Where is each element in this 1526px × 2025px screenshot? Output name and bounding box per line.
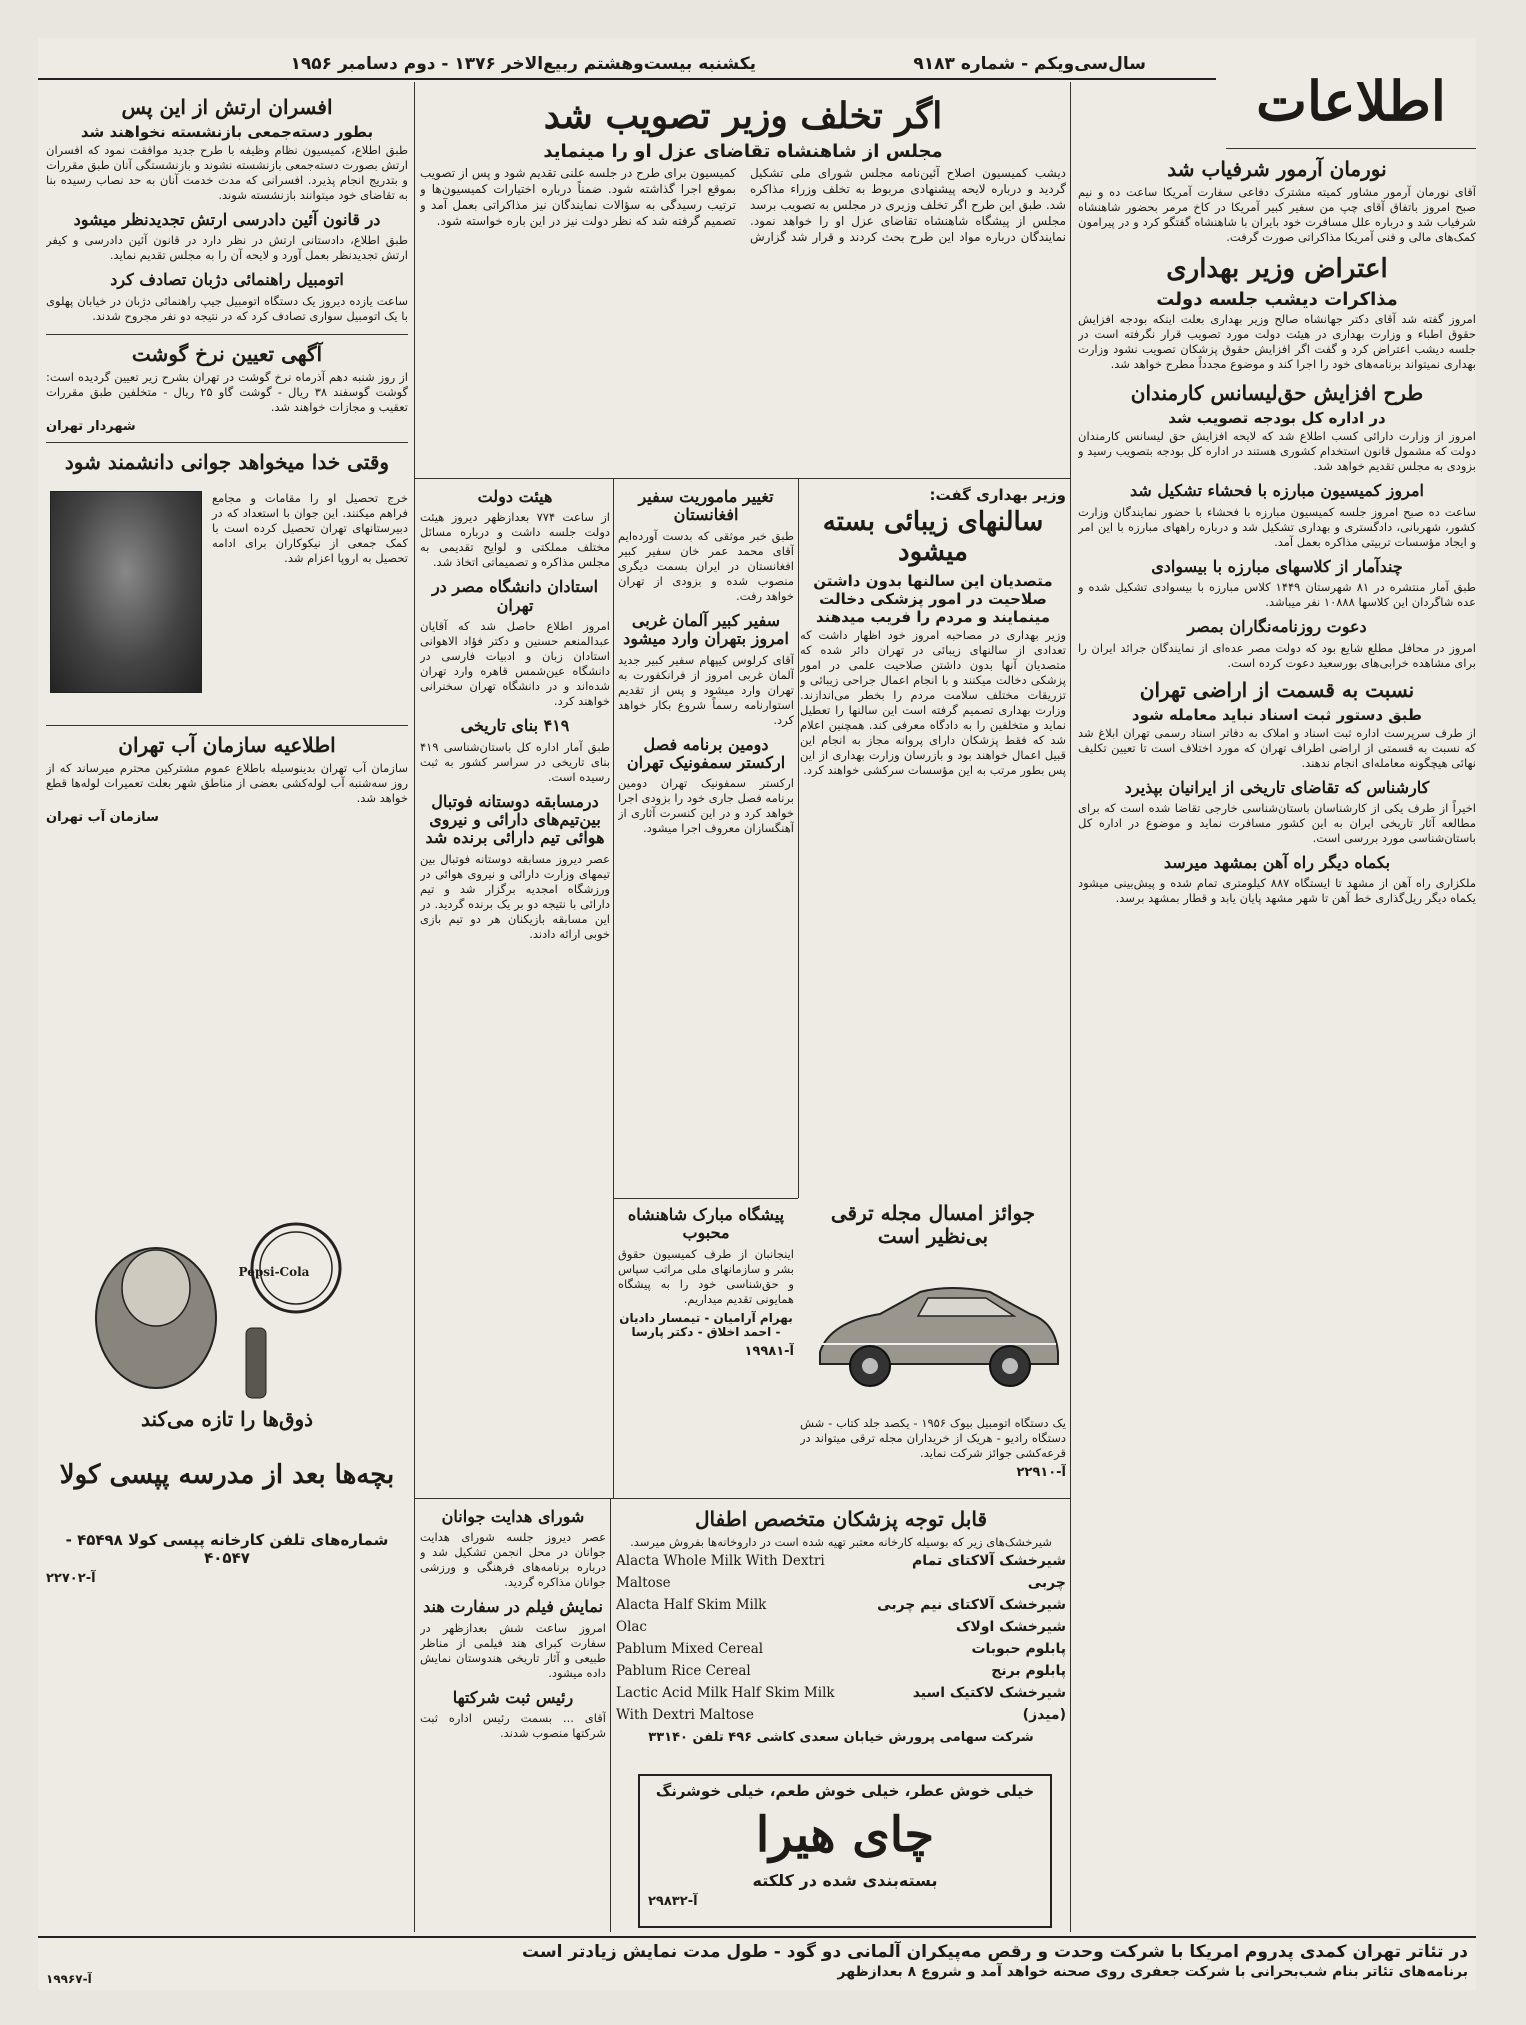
product-en: Olac bbox=[616, 1619, 647, 1635]
article-body: امروز در محافل مطلع شایع بود که دولت مصر عده‌ای از نمایندگان جرائد ایران را برای مشاهده خرابی‌های بورسعید دعوت کرده است. bbox=[1078, 640, 1476, 670]
article-headline: استادان دانشگاه مصر در تهران bbox=[431, 577, 599, 615]
water-notice-sign: سازمان آب تهران bbox=[46, 809, 159, 825]
article-body: آقای ... بسمت رئیس اداره ثبت شرکتها منصوب شدند. bbox=[420, 1711, 606, 1741]
column-mid-narrow bbox=[618, 484, 794, 1198]
product-en: With Dextri Maltose bbox=[616, 1707, 754, 1723]
article-body: امروز ساعت شش بعدازظهر در سفارت کبرای هند فیلمی از مناظر طبیعی و آثار تاریخی هندوستان نمایش داده میشود. bbox=[420, 1620, 606, 1680]
royal-notice bbox=[618, 1202, 794, 1498]
article-headline: دومین برنامه فصل ارکستر سمفونیک تهران bbox=[626, 734, 786, 772]
pediatric-ad-list-fa bbox=[876, 1550, 1066, 1726]
article-headline: طرح افزایش حق‌لیسانس کارمندان bbox=[1130, 381, 1424, 406]
product-en: Lactic Acid Milk Half Skim Milk bbox=[616, 1685, 835, 1701]
product-fa: شیرخشک لاکتیک اسید (میدز) bbox=[912, 1685, 1066, 1723]
product-en: Pablum Mixed Cereal bbox=[616, 1641, 764, 1657]
scholar-body: خرج تحصیل او را مقامات و مجامع فراهم میکنند. این جوان با استعداد که در دبیرستانهای تهران تحصیل کرده است با کمک جمعی از نیکوکاران برای ادامه تحصیل به اروپا اعزام شد. bbox=[212, 490, 408, 565]
article-body: طبق اطلاع، دادستانی ارتش در نظر دارد در قانون آئین دادرسی و کیفر ارتش تجدیدنظر بعمل آورد و لایحه آن را به مجلس تقدیم نماید. bbox=[46, 233, 408, 263]
water-notice-headline: اطلاعیه سازمان آب تهران bbox=[118, 732, 336, 757]
footer-strip bbox=[38, 1936, 1476, 1990]
pepsi-text: بچه‌ها بعد از مدرسه پپسی کولا bbox=[59, 1459, 395, 1490]
article-headline: هیئت دولت bbox=[477, 487, 553, 506]
pepsi-illustration bbox=[46, 1208, 408, 1408]
article-headline: اتومبیل راهنمائی دژبان تصادف کرد bbox=[110, 270, 344, 290]
lead-article bbox=[420, 92, 1066, 478]
pediatric-ad-intro: شیرخشک‌های زیر که بوسیله کارخانه معتبر تهیه شده است در داروخانه‌ها بفروش میرسد. bbox=[630, 1535, 1052, 1549]
section-rule bbox=[613, 1198, 798, 1199]
pepsi-phones: شماره‌های تلفن کارخانه پپسی کولا ۴۵۴۹۸ - ۴۰۵۴۷ bbox=[65, 1530, 389, 1567]
pediatric-ad-lists bbox=[616, 1550, 1066, 1726]
article-body: از طرف سرپرست اداره ثبت اسناد و املاک به دفاتر اسناد رسمی تهران ابلاغ شد که نسبت به قسمتی از اراضی اطراف تهران که مورد اختلاف است تا تعیین تکلیف نهائی هیچگونه معامله‌ای انجام ندهند. bbox=[1078, 725, 1476, 770]
car-illustration bbox=[800, 1252, 1066, 1412]
product-fa: شیرخشک آلاکتای نیم چربی bbox=[877, 1597, 1066, 1613]
article-body: عصر دیروز جلسه شورای هدایت جوانان در محل انجمن تشکیل شد و درباره برنامه‌های فرهنگی و ورزشی جوانان مذاکره گردید. bbox=[420, 1530, 606, 1590]
article-body: طبق خبر موثقی که بدست آورده‌ایم آقای محمد عمر خان سفیر کبیر افغانستان در ایران بسمت دیگری منصوب شده و بزودی از تهران خواهد رفت. bbox=[618, 528, 794, 603]
tea-ad bbox=[638, 1774, 1052, 1928]
article-headline: کارشناس که تقاضای تاریخی از ایرانیان بپذیرد bbox=[1124, 777, 1430, 797]
issue-number: سال‌سی‌ویکم - شماره ۹۱۸۳ bbox=[913, 54, 1146, 74]
pediatric-ad-headline: قابل توجه پزشکان متخصص اطفال bbox=[694, 1507, 988, 1531]
column-right bbox=[1078, 154, 1476, 1934]
article-subheadline: مذاکرات دیشب جلسه دولت bbox=[1156, 288, 1398, 310]
column-rule bbox=[414, 82, 415, 1932]
pepsi-ad bbox=[46, 1208, 408, 1932]
article-headline: نمایش فیلم در سفارت هند bbox=[423, 1597, 603, 1617]
magazine-ad bbox=[800, 1198, 1066, 1498]
column-rule bbox=[1070, 82, 1071, 1932]
pepsi-slogan: ذوق‌ها را تازه می‌کند bbox=[140, 1406, 314, 1431]
product-fa: شیرخشک آلاکتای تمام چربی bbox=[912, 1553, 1066, 1591]
article-body: طبق آمار اداره کل باستان‌شناسی ۴۱۹ بنای تاریخی در سراسر کشور به ثبت رسیده است. bbox=[420, 739, 610, 784]
article-body: آقای نورمان آرمور مشاور کمیته مشترک دفاعی سفارت آمریکا ساعت ده و نیم صبح امروز باتفاق آقای چپ من سفیر کبیر آمریکا در کاخ مرمر بحضور شاهنشاه شرفیاب شد و درباره علل مسافرت خود بایران با شاهنشاه گفتگو کرد و در پیرامون کمک‌های مالی و فنی آمریکا مذاکراتی صورت گرفت. bbox=[1078, 185, 1476, 244]
article-body: امروز از وزارت دارائی کسب اطلاع شد که لایحه افزایش حق لیسانس کارمندان دولت که مشمول قانون استخدام کشوری هستند در اداره کل بودجه بتصویب رسید و بزودی به مجلس تقدیم خواهد شد. bbox=[1078, 429, 1476, 474]
article-body: اخیراً از طرف یکی از کارشناسان باستان‌شناسی خارجی تقاضا شده است که برای مطالعه آثار تاریخی ایران به این کشور مسافرت نماید و موضوع در اداره کل باستان‌شناسی مورد بررسی است. bbox=[1078, 801, 1476, 846]
article-body: ساعت یازده دیروز یک دستگاه اتومبیل جیپ راهنمائی دژبان در خیابان پهلوی با یک اتومبیل سواری تصادف کرد که در نتیجه دو نفر مجروح شدند. bbox=[46, 293, 408, 323]
article-headline: شورای هدایت جوانان bbox=[441, 1507, 585, 1526]
article-headline: امروز کمیسیون مبارزه با فحشاء تشکیل شد bbox=[1130, 481, 1424, 501]
article-headline: رئیس ثبت شرکتها bbox=[452, 1687, 574, 1707]
water-notice bbox=[46, 725, 408, 825]
footer-line-2: برنامه‌های تئاتر بنام شب‌بحرانی با شرکت جعفری روی صحنه خواهد آمد و شروع ۸ بعدازظهر bbox=[837, 1964, 1468, 1980]
royal-notice-body: اینجانبان از طرف کمیسیون حقوق بشر و سازمانهای ملی مراتب سپاس و حق‌شناسی خود را به پیشگاه همایونی تقدیم میداریم. bbox=[618, 1246, 794, 1306]
ad-code: آ-۲۲۹۱۰ bbox=[1016, 1465, 1066, 1480]
tea-ad-subtitle: بسته‌بندی شده در کلکته bbox=[752, 1871, 938, 1891]
column-left bbox=[46, 92, 408, 1192]
article-body: طبق آمار منتشره در ۸۱ شهرستان ۱۴۴۹ کلاس مبارزه با بیسوادی تشکیل شده و عده شاگردان این کلاسها ۱۰۸۸۸ نفر میباشد. bbox=[1078, 580, 1476, 610]
column-center bbox=[420, 484, 610, 1498]
water-notice-body: سازمان آب تهران بدینوسیله باطلاع عموم مشترکین محترم میرساند که از روز سه‌شنبه آب لوله‌کشی بعضی از مناطق شهر بعلت تعمیرات لوله‌ها قطع خواهد شد. bbox=[46, 760, 408, 805]
article-subheadline: در اداره کل بودجه تصویب شد bbox=[1168, 409, 1386, 428]
health-kicker: وزیر بهداری گفت: bbox=[929, 486, 1066, 504]
newspaper-page bbox=[38, 38, 1476, 1990]
article-headline: نسبت به قسمت از اراضی تهران bbox=[1139, 677, 1415, 702]
royal-notice-names: بهرام آرامیان - تیمسار دادیان - احمد اخلاق - دکتر پارسا bbox=[619, 1310, 793, 1340]
article-headline: افسران ارتش از این پس bbox=[121, 95, 333, 119]
article-body: آقای کرلوس کیپهام سفیر کبیر جدید آلمان غربی امروز از فرانکفورت به تهران وارد میشود و پس از تقدیم استوارنامه رسماً شروع بکار خواهد کرد. bbox=[618, 652, 794, 727]
student-photo bbox=[50, 491, 202, 693]
article-body: امروز گفته شد آقای دکتر جهانشاه صالح وزیر بهداری بعلت اینکه بودجه افزایش حقوق اطباء و وزارت بهداری در هیئت دولت مورد تصویب قرار نگرفته است در جلسه دیشب اعتراض کرد و گفت اگر افزایش حقوق پزشکان تصویب نشود وزارت بهداری نمیتواند برنامه‌های خود را اجرا کند و موضوع مجدداً مطرح خواهد شد. bbox=[1078, 312, 1476, 372]
article-body: عصر دیروز مسابقه دوستانه فوتبال بین تیمهای وزارت دارائی و نیروی هوائی در ورزشگاه امجدیه برگزار شد و تیم دارائی با نتیجه دو بر یک برنده گردید. در این مسابقه بازیکنان هر دو تیم بازی خوبی ارائه دادند. bbox=[420, 851, 610, 941]
product-fa: پابلوم برنج bbox=[991, 1663, 1066, 1679]
scholar-headline: وقتی خدا میخواهد جوانی دانشمند شود bbox=[64, 449, 390, 474]
column-rule bbox=[798, 478, 799, 1198]
pediatric-ad-list-en bbox=[616, 1550, 871, 1726]
footer-sign: آ-۱۹۹۶۷ bbox=[46, 1972, 92, 1986]
article-headline: تغییر ماموریت سفیر افغانستان bbox=[638, 487, 774, 525]
meat-notice-body: از روز شنبه دهم آذرماه نرخ گوشت در تهران بشرح زیر تعیین گردیده است: گوشت گوسفند ۳۸ ریال - گوشت گاو ۲۵ ریال - متخلفین طبق مقررات تعقیب و مجازات خواهند شد. bbox=[46, 369, 408, 414]
tea-ad-brand: چای هیرا bbox=[755, 1807, 935, 1863]
magazine-ad-caption: یک دستگاه اتومبیل بیوک ۱۹۵۶ - یکصد جلد کتاب - شش دستگاه رادیو - هریک از خریداران مجله ترقی میتواند در قرعه‌کشی جوائز شرکت نماید. bbox=[800, 1416, 1066, 1460]
meat-notice-sign: شهردار تهران bbox=[46, 418, 136, 434]
pepsi-logo-text: Pepsi-Cola bbox=[238, 1265, 310, 1279]
section-rule bbox=[414, 478, 1070, 479]
article-subheadline: بطور دسته‌جمعی بازنشسته نخواهند شد bbox=[80, 123, 374, 141]
column-lower-center bbox=[420, 1504, 606, 1924]
tea-ad-slogan: خیلی خوش عطر، خیلی خوش طعم، خیلی خوشرنگ bbox=[655, 1782, 1035, 1800]
health-headline: سالنهای زیبائی بسته میشود bbox=[822, 507, 1044, 567]
health-subheadline: متصدیان این سالنها بدون داشتن صلاحیت در امور پزشکی دخالت مینمایند و مردم را فریب میدهند bbox=[813, 571, 1053, 626]
health-body: وزیر بهداری در مصاحبه امروز خود اظهار داشت که تعدادی از سالنهای زیبائی در تهران دائر شده که متصدیان آنها بدون داشتن صلاحیت علمی در امور پزشکی دخالت میکنند و با انجام اعمال جراحی زیبائی و تزریقات مختلف سلامت مردم را بخطر می‌اندازند. وزارت بهداری تصمیم گرفته است این سالنها را تعطیل نماید و متخلفین را به دادگاه معرفی کند. همچنین اعلام شد که فقط پزشکان دارای پروانه مجاز به انجام این قبیل اعمال خواهند بود و بازرسان وزارت بهداری از این پس بطور مرتب به این مؤسسات سرکشی خواهند کرد. bbox=[800, 627, 1066, 777]
header-rule bbox=[38, 78, 1216, 80]
product-en: Pablum Rice Cereal bbox=[616, 1663, 751, 1679]
footer-line-1: در تئاتر تهران کمدی پدروم امریکا با شرکت وحدت و رقص مه‌پیکران آلمانی دو گود - طول مدت نمایش زیادتر است bbox=[521, 1942, 1468, 1962]
section-rule bbox=[414, 1498, 1070, 1499]
ad-code: آ-۲۲۷۰۲ bbox=[46, 1570, 96, 1586]
article-headline: بکماه دیگر راه آهن بمشهد میرسد bbox=[1163, 853, 1391, 873]
ad-code: آ-۱۹۹۸۱ bbox=[744, 1343, 794, 1359]
article-body: از ساعت ۷۷۴ بعدازظهر دیروز هیئت دولت جلسه داشت و درباره مسائل مختلف مملکتی و لوایح تقدیمی به مجلس مذاکره و تصمیماتی اتخاذ شد. bbox=[420, 510, 610, 570]
product-en: Alacta Half Skim Milk bbox=[616, 1597, 767, 1613]
article-body: طبق اطلاع، کمیسیون نظام وظیفه با طرح جدید موافقت نمود که افسران ارتش بصورت دسته‌جمعی بازنشسته نشوند و بازنشستگی آنان طبق مقررات و بتدریج انجام پذیرد. افسرانی که مدت خدمت آنان به حد نصاب رسیده بنا به تقاضای خود میتوانند بازنشسته شوند. bbox=[46, 143, 408, 202]
column-rule bbox=[613, 478, 614, 1498]
scholar-article bbox=[46, 442, 408, 717]
article-headline: اعتراض وزیر بهداری bbox=[1166, 254, 1388, 284]
lead-body: دیشب کمیسیون اصلاح آئین‌نامه مجلس شورای ملی تشکیل گردید و درباره لایحه پیشنهادی مربوط به تخلف وزراء مذاکره شد. طبق این طرح اگر تخلف وزیری در مجلس به تصویب برسد مجلس از پیشگاه شاهنشاه تقاضای عزل او را خواهد نمود. نمایندگان درباره مواد این طرح بحث کردند و قرار شد گزارش کمیسیون برای طرح در جلسه علنی تقدیم شود و پس از تصویب بموقع اجرا گذاشته شود. ضمناً درباره اختیارات کمیسیون‌ها و ترتیب رسیدگی به سؤالات نمایندگان نیز مذاکراتی بعمل آمد و تصمیم گرفته شد که نظر دولت نیز در این باره خواسته شود. bbox=[420, 165, 1066, 244]
article-headline: درمسابقه دوستانه فوتبال بین‌تیم‌های دارائی و نیروی هوائی تیم دارائی برنده شد bbox=[425, 791, 605, 848]
product-fa: شیرخشک اولاک bbox=[956, 1619, 1066, 1635]
article-headline: چندآمار از کلاسهای مبارزه با بیسوادی bbox=[1151, 556, 1403, 576]
meat-notice-headline: آگهی تعیین نرخ گوشت bbox=[131, 341, 323, 366]
article-body: ملکزاری راه آهن از مشهد تا ایستگاه ۸۸۷ کیلومتری تمام شده و پیش‌بینی میشود یکماه دیگر ریل‌گذاری خط آهن تا شهر مشهد پایان یابد و قطار بمشهد برسد. bbox=[1078, 876, 1476, 906]
health-article bbox=[800, 484, 1066, 1198]
meat-notice bbox=[46, 334, 408, 434]
article-headline: دعوت روزنامه‌نگاران بمصر bbox=[1187, 617, 1367, 637]
pediatric-ad bbox=[616, 1504, 1066, 1764]
product-fa: پابلوم حبوبات bbox=[971, 1641, 1066, 1657]
article-body: امروز اطلاع حاصل شد که آقایان عبدالمنعم حسنین و دکتر فؤاد الاهوانی استادان زبان و ادبیات فارسی در دانشگاه عین‌شمس قاهره وارد تهران شده‌اند و در دانشگاه تهران سخنرانی خواهند کرد. bbox=[420, 619, 610, 709]
column-rule bbox=[610, 1498, 611, 1932]
royal-notice-headline: پیشگاه مبارک شاهنشاه محبوب bbox=[627, 1205, 785, 1243]
lead-headline: اگر تخلف وزیر تصویب شد bbox=[543, 95, 943, 137]
product-en: Alacta Whole Milk With Dextri Maltose bbox=[616, 1553, 825, 1591]
article-body: ساعت ده صبح امروز جلسه کمیسیون مبارزه با فحشاء با حضور نمایندگان وزارت کشور، شهربانی، دادگستری و بهداری تشکیل شد و درباره راههای مبارزه با این امر و ایجاد مؤسسات تربیتی مذاکره بعمل آمد. bbox=[1078, 504, 1476, 549]
article-headline: در قانون آئین دادرسی ارتش تجدیدنظر میشود bbox=[73, 210, 381, 229]
magazine-ad-headline: جوائز امسال مجله ترقی بی‌نظیر است bbox=[830, 1201, 1036, 1248]
pediatric-ad-company: شرکت سهامی پرورش خیابان سعدی کاشی ۴۹۶ تلفن ۳۳۱۴۰ bbox=[648, 1730, 1034, 1745]
article-headline: نورمان آرمور شرفیاب شد bbox=[1167, 157, 1387, 181]
article-headline: ۴۱۹ بنای تاریخی bbox=[460, 716, 570, 736]
article-body: ارکستر سمفونیک تهران دومین برنامه فصل جاری خود را بزودی اجرا خواهد کرد و در این کنسرت آثاری از آهنگسازان معروف اجرا میشود. bbox=[618, 776, 794, 836]
masthead: اطلاعات bbox=[1256, 69, 1446, 133]
article-headline: سفیر کبیر آلمان غربی امروز بتهران وارد میشود bbox=[623, 610, 789, 649]
ad-code: آ-۲۹۸۳۲ bbox=[648, 1894, 698, 1910]
article-subheadline: طبق دستور ثبت اسناد نباید معامله شود bbox=[1131, 705, 1423, 724]
lead-subheadline: مجلس از شاهنشاه تقاضای عزل او را مینماید bbox=[543, 141, 943, 163]
issue-date: یکشنبه بیست‌وهشتم ربیع‌الاخر ۱۳۷۶ - دوم دسامبر ۱۹۵۶ bbox=[290, 54, 756, 74]
masthead-rule bbox=[1226, 148, 1476, 149]
